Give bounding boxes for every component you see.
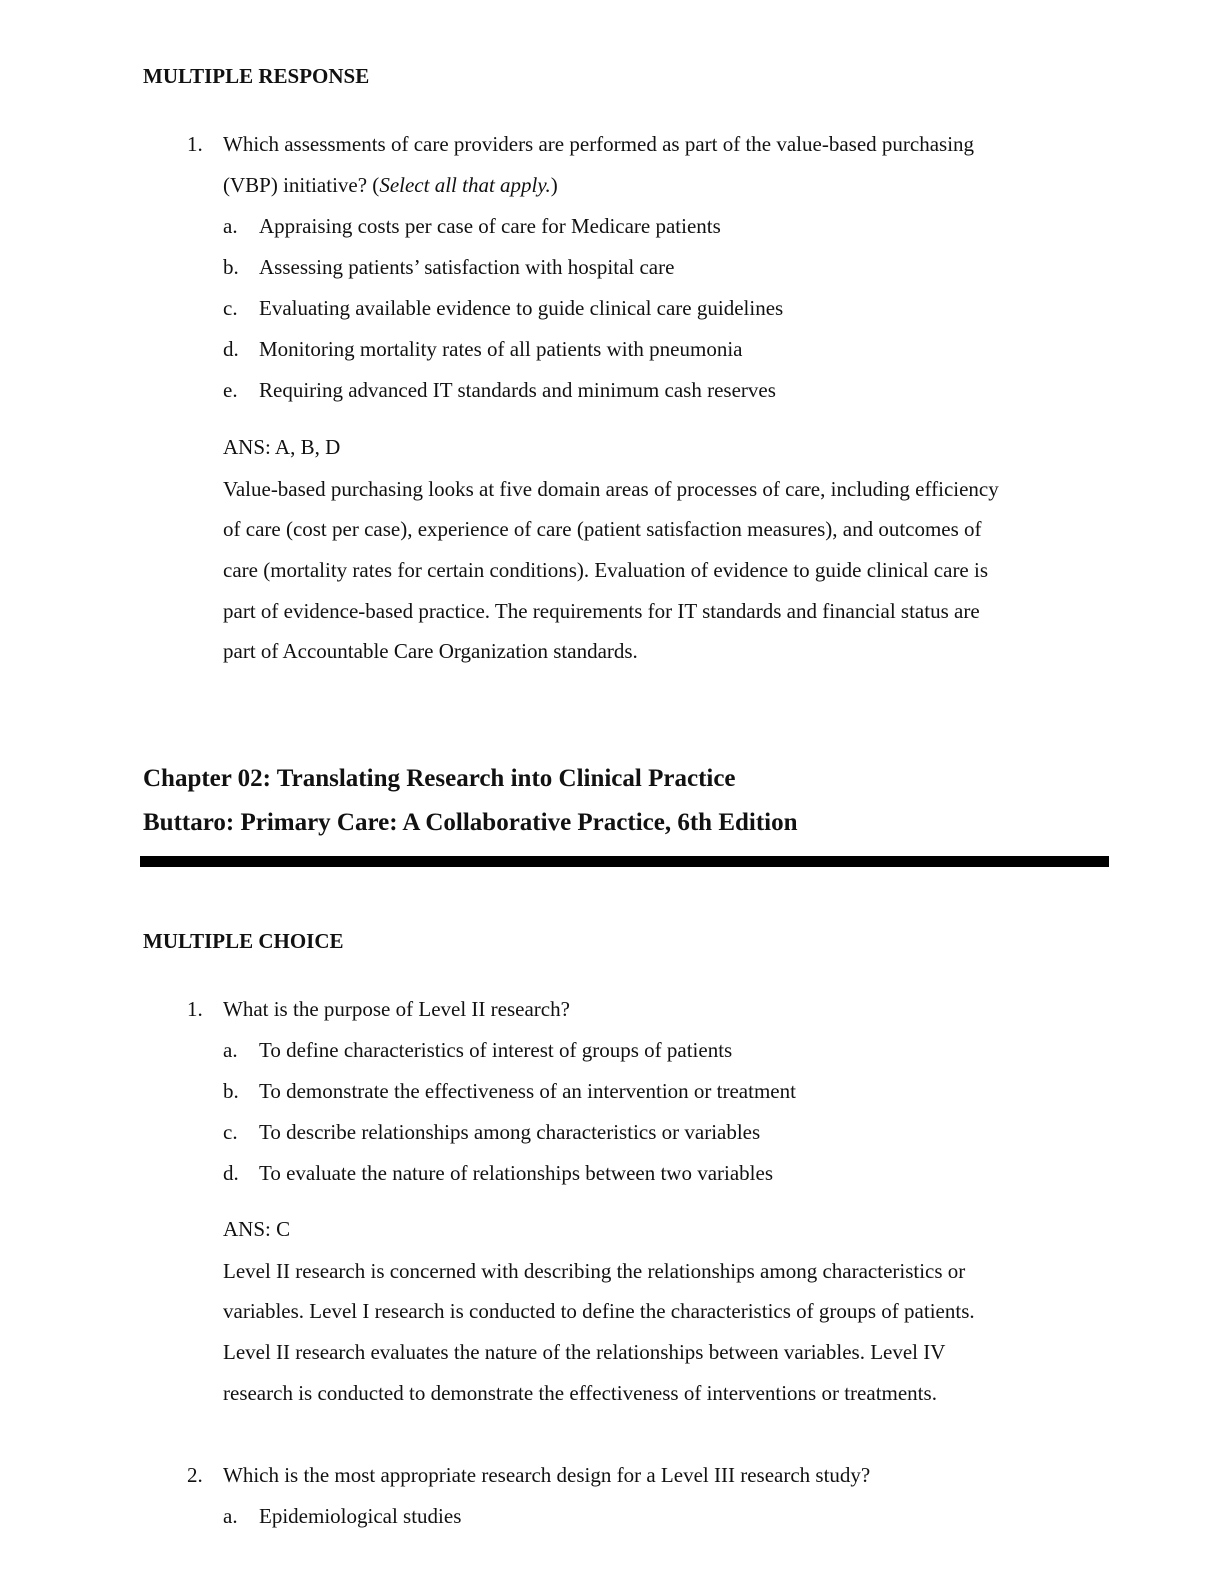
option-letter: b.: [223, 255, 239, 279]
option-text: Epidemiological studies: [259, 1504, 462, 1528]
option-letter: c.: [223, 296, 238, 320]
chapter-subtitle: Buttaro: Primary Care: A Collaborative Practice, 6th Edition: [143, 809, 798, 836]
chapter-title: Chapter 02: Translating Research into Clinical Practice: [143, 765, 736, 792]
question-number: 1.: [187, 997, 203, 1021]
option-text: Evaluating available evidence to guide clinical care guidelines: [259, 296, 784, 320]
rationale-line: care (mortality rates for certain conditions). Evaluation of evidence to guide clinical care is: [223, 558, 989, 582]
rationale-line: research is conducted to demonstrate the effectiveness of interventions or treatments.: [223, 1381, 937, 1405]
option-letter: a.: [223, 1504, 238, 1528]
option-letter: a.: [223, 214, 238, 238]
option-text: To evaluate the nature of relationships between two variables: [259, 1161, 774, 1185]
answer-key: ANS: C: [223, 1217, 291, 1241]
option-text: Assessing patients’ satisfaction with hospital care: [259, 255, 675, 279]
option-text: Requiring advanced IT standards and minimum cash reserves: [259, 378, 776, 402]
section-heading-multiple-response: MULTIPLE RESPONSE: [143, 64, 370, 88]
question-instruction: Select all that apply.: [379, 173, 551, 197]
question-text-line: [223, 173, 558, 198]
option-letter: d.: [223, 1161, 239, 1185]
option-letter: e.: [223, 378, 238, 402]
rationale-line: of care (cost per case), experience of care (patient satisfaction measures), and outcomes of: [223, 517, 982, 541]
question-text-line: What is the purpose of Level II research?: [223, 997, 570, 1021]
option-text: Appraising costs per case of care for Medicare patients: [259, 214, 721, 238]
rationale-line: Level II research is concerned with describing the relationships among characteristics or: [223, 1259, 966, 1283]
answer-key: ANS: A, B, D: [223, 435, 341, 459]
option-letter: d.: [223, 337, 239, 361]
option-text: To demonstrate the effectiveness of an intervention or treatment: [259, 1079, 796, 1103]
option-letter: c.: [223, 1120, 238, 1144]
option-text: To define characteristics of interest of groups of patients: [259, 1038, 733, 1062]
rationale-line: part of Accountable Care Organization standards.: [223, 639, 638, 663]
option-text: Monitoring mortality rates of all patients with pneumonia: [259, 337, 743, 361]
question-text-line: Which assessments of care providers are performed as part of the value-based purchasing: [223, 132, 975, 156]
question-text-fragment: ): [550, 173, 558, 197]
rationale-line: part of evidence-based practice. The requirements for IT standards and financial status are: [223, 599, 980, 623]
section-heading-multiple-choice: MULTIPLE CHOICE: [143, 929, 344, 953]
rationale-line: variables. Level I research is conducted to define the characteristics of groups of patients.: [223, 1299, 975, 1323]
rationale-line: Level II research evaluates the nature of the relationships between variables. Level IV: [223, 1340, 946, 1364]
option-text: To describe relationships among characteristics or variables: [259, 1120, 761, 1144]
option-letter: b.: [223, 1079, 239, 1103]
rationale-line: Value-based purchasing looks at five domain areas of processes of care, including efficiency: [223, 477, 999, 501]
question-text-fragment: (VBP) initiative? (: [223, 173, 380, 197]
option-letter: a.: [223, 1038, 238, 1062]
question-number: 2.: [187, 1463, 203, 1487]
question-text-line: Which is the most appropriate research design for a Level III research study?: [223, 1463, 871, 1487]
chapter-divider: [140, 856, 1109, 867]
question-number: 1.: [187, 132, 203, 156]
